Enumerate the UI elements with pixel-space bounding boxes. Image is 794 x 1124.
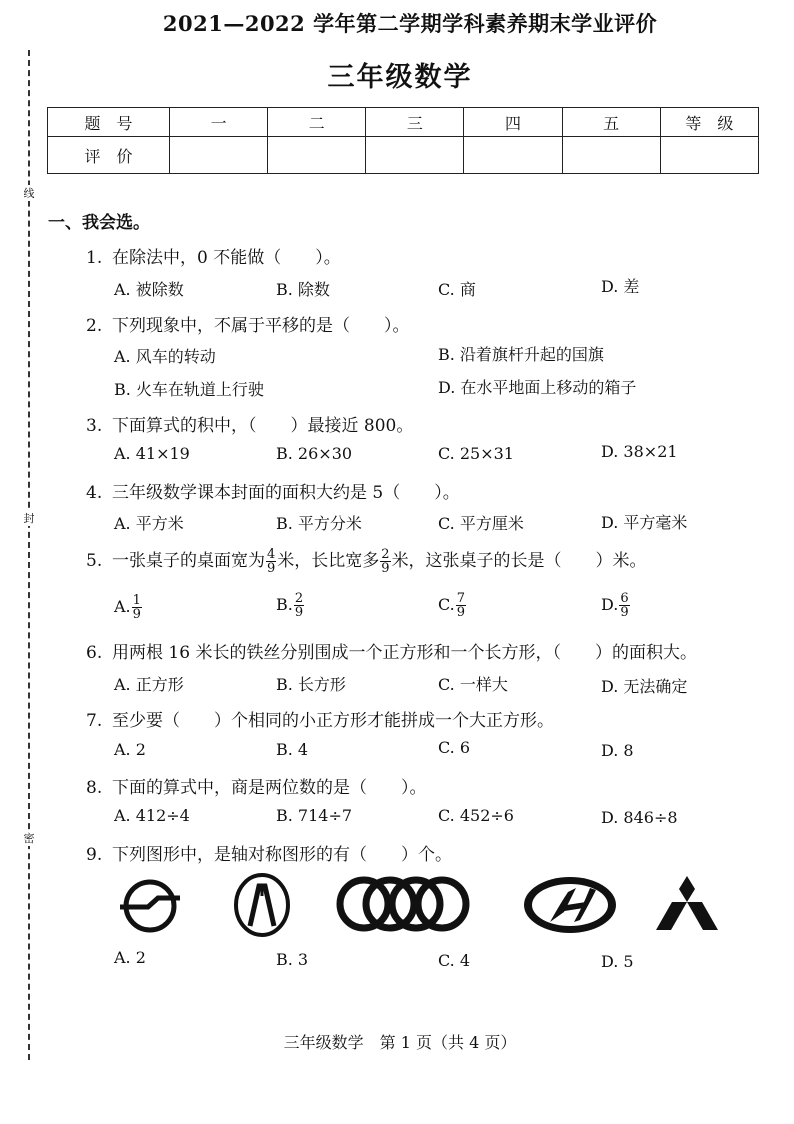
question-5 <box>86 546 647 575</box>
subject-title: 三年级数学 <box>327 62 473 93</box>
score-cell-label: 题 号 <box>48 108 170 137</box>
fraction <box>132 594 142 621</box>
option-c[interactable]: C. 一样大 <box>438 675 508 694</box>
option-label: B. <box>276 595 293 614</box>
exam-title: 2021—2022 学年第二学期学科素养期末学业评价 <box>162 11 658 36</box>
opel-logo-icon <box>118 876 182 936</box>
question-9 <box>86 840 452 865</box>
fraction-numerator: 2 <box>294 591 304 606</box>
question-text: 下面的算式中，商是两位数的是（ ）。 <box>112 778 427 798</box>
question-number: 6. <box>86 643 103 663</box>
fraction-denominator: 9 <box>381 561 390 576</box>
question-number: 8. <box>86 778 103 798</box>
option-d[interactable] <box>601 592 631 619</box>
fraction-denominator: 9 <box>132 607 141 622</box>
option-c[interactable]: C. 4 <box>438 951 471 970</box>
option-b[interactable]: B. 除数 <box>276 280 330 299</box>
question-3 <box>86 411 413 436</box>
margin-label-seal: 封 <box>23 512 35 525</box>
eval-cell[interactable] <box>268 137 366 174</box>
margin-label-secret: 密 <box>23 832 35 845</box>
option-b-duplicate[interactable]: B. 火车在轨道上行驶 <box>114 380 264 399</box>
score-table-header-row <box>48 108 759 137</box>
question-1 <box>86 243 341 268</box>
option-a[interactable]: A. 412÷4 <box>114 806 190 825</box>
option-a[interactable]: A. 2 <box>114 948 146 967</box>
acura-logo-icon <box>232 872 292 938</box>
option-b[interactable]: B. 3 <box>276 950 309 969</box>
question-number: 4. <box>86 483 103 503</box>
option-b[interactable]: B. 4 <box>276 740 309 759</box>
question-text: 在除法中，0 不能做（ ）。 <box>112 248 341 268</box>
score-table <box>47 107 759 174</box>
question-text-part: 一张桌子的桌面宽为 <box>112 551 265 571</box>
question-number: 2. <box>86 316 103 336</box>
question-number: 7. <box>86 711 103 731</box>
option-d[interactable]: D. 无法确定 <box>601 677 688 696</box>
question-text: 下列现象中，不属于平移的是（ ）。 <box>112 316 410 336</box>
question-2 <box>86 311 410 336</box>
option-a[interactable]: A. 风车的转动 <box>114 347 216 366</box>
margin-label-line: 线 <box>23 187 35 200</box>
fraction-numerator: 7 <box>456 591 466 606</box>
score-cell-3: 三 <box>366 108 464 137</box>
eval-cell[interactable] <box>464 137 562 174</box>
score-cell-2: 二 <box>268 108 366 137</box>
question-text: 用两根 16 米长的铁丝分别围成一个正方形和一个长方形，（ ）的面积大。 <box>112 643 697 663</box>
option-d[interactable]: D. 846÷8 <box>601 808 678 827</box>
fraction-denominator: 9 <box>620 605 629 620</box>
audi-logo-icon <box>334 873 472 935</box>
question-number: 9. <box>86 845 103 865</box>
fraction <box>380 548 390 575</box>
option-d[interactable]: D. 在水平地面上移动的箱子 <box>438 378 637 397</box>
option-d[interactable]: D. 5 <box>601 952 634 971</box>
question-text: 三年级数学课本封面的面积大约是 5（ ）。 <box>112 483 460 503</box>
question-4 <box>86 478 460 503</box>
option-c[interactable]: C. 平方厘米 <box>438 514 524 533</box>
question-6 <box>86 638 697 663</box>
option-a[interactable]: A. 41×19 <box>114 444 190 463</box>
fraction-numerator: 6 <box>620 591 629 606</box>
binding-dashed-line <box>28 50 30 1060</box>
section-heading: 一、我会选。 <box>48 213 150 233</box>
score-cell-1: 一 <box>170 108 268 137</box>
score-cell-5: 五 <box>562 108 660 137</box>
fraction-denominator: 9 <box>267 561 276 576</box>
eval-cell[interactable] <box>660 137 758 174</box>
option-a[interactable]: A. 2 <box>114 740 146 759</box>
eval-cell[interactable] <box>562 137 660 174</box>
option-b[interactable]: B. 714÷7 <box>276 806 353 825</box>
eval-cell[interactable] <box>366 137 464 174</box>
page-footer: 三年级数学 第 1 页（共 4 页） <box>283 1033 517 1052</box>
option-c[interactable]: C. 25×31 <box>438 444 514 463</box>
score-cell-4: 四 <box>464 108 562 137</box>
fraction <box>456 592 466 619</box>
fraction-denominator: 9 <box>456 605 466 620</box>
option-a[interactable]: A. 被除数 <box>114 280 184 299</box>
eval-label: 评 价 <box>48 137 170 174</box>
option-label: D. <box>601 595 619 614</box>
option-c[interactable]: C. 452÷6 <box>438 806 514 825</box>
option-c[interactable] <box>438 592 467 619</box>
question-8 <box>86 773 427 798</box>
option-a[interactable]: A. 正方形 <box>114 675 184 694</box>
option-label: A. <box>114 597 131 616</box>
option-a[interactable]: A. 平方米 <box>114 514 184 533</box>
question-7 <box>86 706 554 731</box>
fraction <box>619 592 629 619</box>
fraction <box>266 548 276 575</box>
score-cell-grade: 等 级 <box>660 108 758 137</box>
question-number: 1. <box>86 248 103 268</box>
hyundai-logo-icon <box>520 874 620 936</box>
question-text: 下列图形中，是轴对称图形的有（ ）个。 <box>112 845 452 865</box>
option-d[interactable]: D. 差 <box>601 277 640 296</box>
fraction-numerator: 1 <box>132 593 141 608</box>
option-b[interactable]: B. 沿着旗杆升起的国旗 <box>438 345 604 364</box>
option-b[interactable] <box>276 592 305 619</box>
option-b[interactable]: B. 平方分米 <box>276 514 362 533</box>
question-text-part: 米，这张桌子的长是（ ）米。 <box>391 551 647 571</box>
fraction-denominator: 9 <box>294 605 304 620</box>
mitsubishi-logo-icon <box>656 874 718 932</box>
fraction <box>294 592 304 619</box>
question-number: 3. <box>86 416 103 436</box>
question-number: 5. <box>86 551 103 571</box>
option-c[interactable]: C. 商 <box>438 280 476 299</box>
option-d[interactable]: D. 8 <box>601 741 634 760</box>
option-a[interactable] <box>114 594 143 621</box>
option-label: C. <box>438 595 455 614</box>
option-b[interactable]: B. 26×30 <box>276 444 353 463</box>
question-text: 至少要（ ）个相同的小正方形才能拼成一个大正方形。 <box>112 711 554 731</box>
question-text: 下面算式的积中，（ ）最接近 800。 <box>112 416 414 436</box>
fraction-numerator: 4 <box>267 547 276 562</box>
option-d[interactable]: D. 38×21 <box>601 442 678 461</box>
fraction-numerator: 2 <box>381 547 390 562</box>
option-b[interactable]: B. 长方形 <box>276 675 346 694</box>
option-d[interactable]: D. 平方毫米 <box>601 513 688 532</box>
eval-cell[interactable] <box>170 137 268 174</box>
score-table-eval-row <box>48 137 759 174</box>
question-text-part: 米，长比宽多 <box>277 551 380 571</box>
option-c[interactable]: C. 6 <box>438 738 471 757</box>
